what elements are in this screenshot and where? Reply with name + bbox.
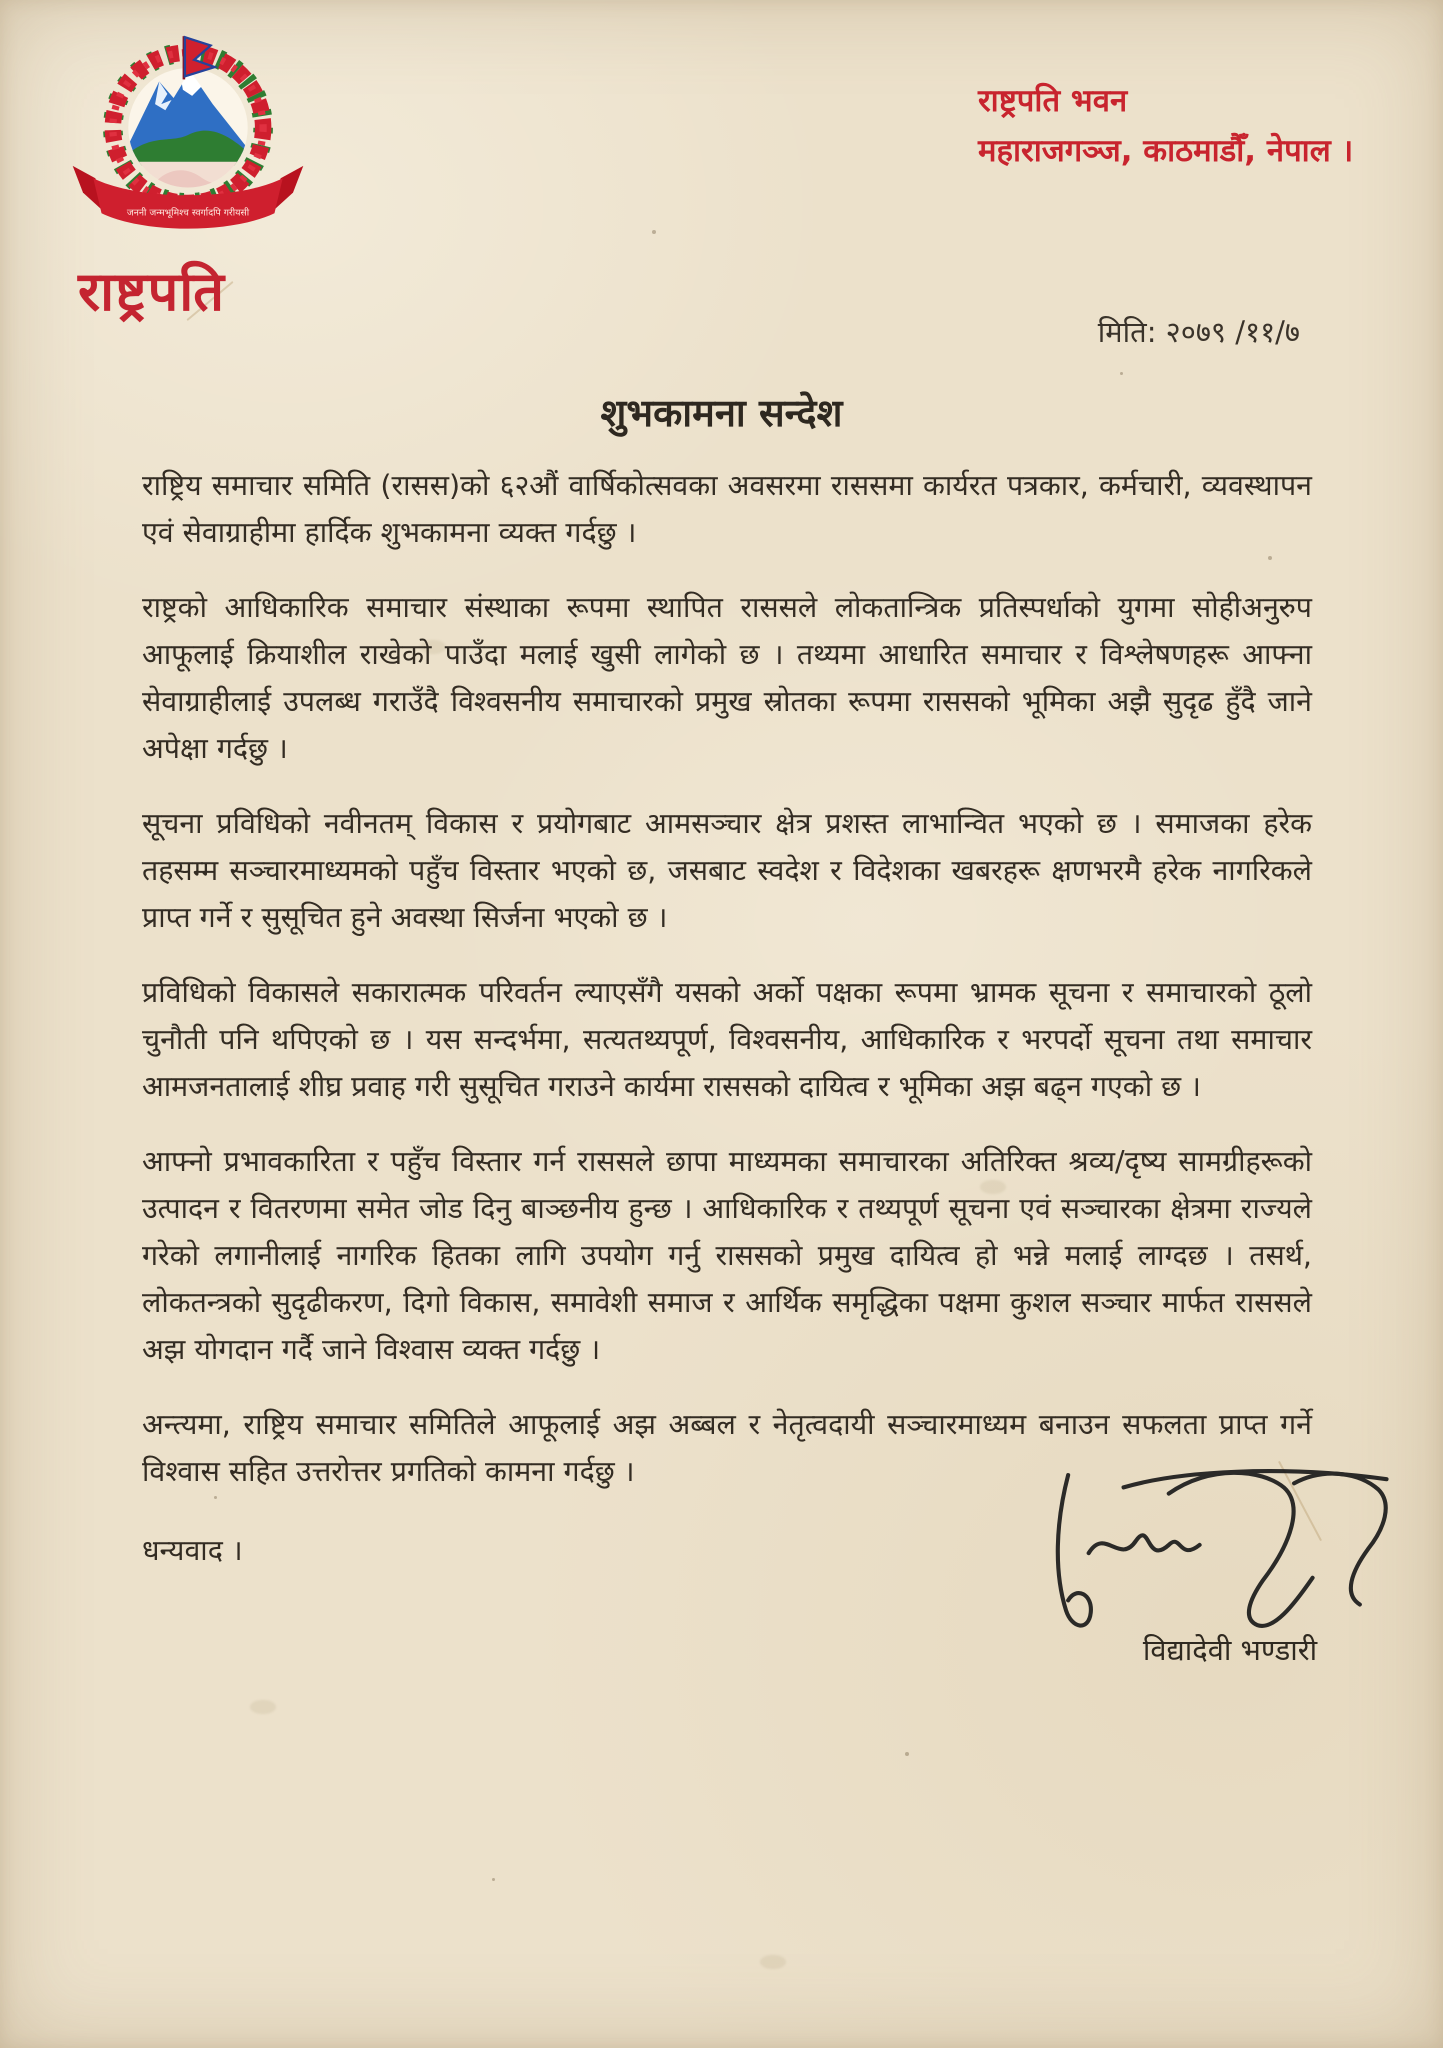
address-line-2: महाराजगञ्ज, काठमाडौँ, नेपाल । bbox=[978, 133, 1354, 169]
letter-date: मिति: २०७९ /११/७ bbox=[1097, 315, 1300, 349]
letter-paragraph: राष्ट्रको आधिकारिक समाचार संस्थाका रूपमा स्थापित राससले लोकतान्त्रिक प्रतिस्पर्धाको युगमा सोहीअनुरुप आफूलाई क्रियाशील राखेको पाउँदा मलाई खुसी लागेको छ । तथ्यमा आधारित समाचार र विश्लेषणहरू आफ्ना सेवाग्राहीलाई उपलब्ध गराउँदै विश्वसनीय समाचारको प्रमुख स्रोतका रूपमा राससको भूमिका अझै सुदृढ हुँदै जाने अपेक्षा गर्दछु । bbox=[142, 591, 1312, 765]
letter-paragraph: प्रविधिको विकासले सकारात्मक परिवर्तन ल्याएसँगै यसको अर्को पक्षका रूपमा भ्रामक सूचना र समाचारको ठूलो चुनौती पनि थपिएको छ । यस सन्दर्भमा, सत्यतथ्यपूर्ण, विश्वसनीय, आधिकारिक र भरपर्दो सूचना तथा समाचार आमजनतालाई शीघ्र प्रवाह गरी सुसूचित गराउने कार्यमा राससको दायित्व र भूमिका अझ बढ्न गएको छ । bbox=[142, 976, 1312, 1103]
nepal-coat-of-arms-emblem bbox=[64, 30, 312, 240]
signature-ink bbox=[1025, 1448, 1405, 1648]
letter-body bbox=[142, 462, 1312, 1602]
office-address bbox=[978, 76, 1353, 176]
letter-paragraph: सूचना प्रविधिको नवीनतम् विकास र प्रयोगबाट आमसञ्चार क्षेत्र प्रशस्त लाभान्वित भएको छ । समाजका हरेक तहसम्म सञ्चारमाध्यमको पहुँच विस्तार भएको छ, जसबाट स्वदेश र विदेशका खबरहरू क्षणभरमै हरेक नागरिकले प्राप्त गर्ने र सुसूचित हुने अवस्था सिर्जना भएको छ । bbox=[142, 807, 1312, 934]
signature bbox=[1025, 1448, 1405, 1648]
letter-paragraph: राष्ट्रिय समाचार समिति (रासस)को ६२औं वार्षिकोत्सवका अवसरमा राससमा कार्यरत पत्रकार, कर्मचारी, व्यवस्थापन एवं सेवाग्राहीमा हार्दिक शुभकामना व्यक्त गर्दछु । bbox=[142, 469, 1312, 549]
letter-paragraph: आफ्नो प्रभावकारिता र पहुँच विस्तार गर्न राससले छापा माध्यमका समाचारका अतिरिक्त श्रव्य/दृष्य सामग्रीहरूको उत्पादन र वितरणमा समेत जोड दिनु बाञ्छनीय हुन्छ । आधिकारिक र तथ्यपूर्ण सूचना एवं सञ्चारका क्षेत्रमा राज्यले गरेको लगानीलाई नागरिक हितका लागि उपयोग गर्नु राससको प्रमुख दायित्व हो भन्ने मलाई लाग्दछ । तसर्थ, लोकतन्त्रको सुदृढीकरण, दिगो विकास, समावेशी समाज र आर्थिक समृद्धिका पक्षमा कुशल सञ्चार मार्फत राससले अझ योगदान गर्दै जाने विश्वास व्यक्त गर्दछु । bbox=[142, 1145, 1312, 1366]
signatory-name: विद्यादेवी भण्डारी bbox=[1142, 1633, 1318, 1667]
address-line-1: राष्ट्रपति भवन bbox=[978, 83, 1128, 119]
emblem-motto-text: जननी जन्मभूमिश्च स्वर्गादपि गरीयसी bbox=[126, 207, 250, 219]
letter-title: शुभकामना सन्देश bbox=[600, 391, 843, 435]
closing-text: धन्यवाद । bbox=[142, 1534, 243, 1567]
letter-paragraph: अन्त्यमा, राष्ट्रिय समाचार समितिले आफूलाई अझ अब्बल र नेतृत्वदायी सञ्चारमाध्यम बनाउन सफलता प्राप्त गर्ने विश्वास सहित उत्तरोत्तर प्रगतिको कामना गर्दछु । bbox=[142, 1408, 1312, 1488]
nepal-emblem-graphic bbox=[64, 30, 312, 240]
office-wordmark: राष्ट्रपति bbox=[78, 260, 226, 323]
